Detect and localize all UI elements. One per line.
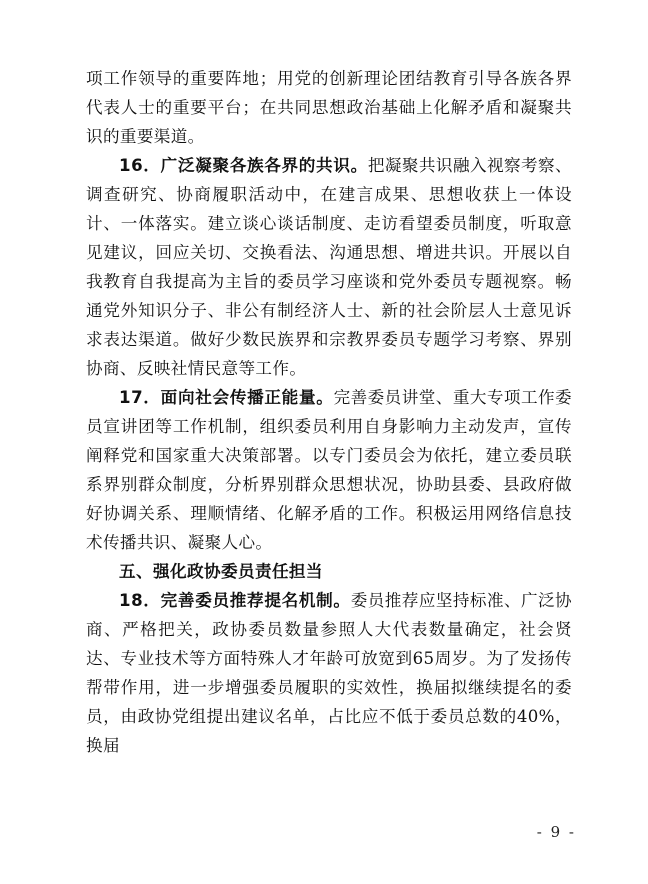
paragraph-17 [86, 383, 572, 557]
paragraph-18-body: 委员推荐应坚持标准、广泛协商、严格把关，政协委员数量参照人大代表数量确定，社会贤达、专业技术等方面特殊人才年龄可放宽到65周岁。为了发扬传帮带作用，进一步增强委员履职的实效性，换届拟继续提名的委员，由政协党组提出建议名单，占比应不低于委员总数的40%，换届 [86, 591, 572, 755]
paragraph-18 [86, 586, 572, 760]
paragraph-18-title: 18．完善委员推荐提名机制。 [119, 591, 351, 610]
document-body [86, 64, 572, 760]
paragraph-17-body: 完善委员讲堂、重大专项工作委员宣讲团等工作机制，组织委员利用自身影响力主动发声，宣传阐释党和国家重大决策部署。以专门委员会为依托，建立委员联系界别群众制度，分析界别群众思想状况，协助县委、县政府做好协调关系、理顺情绪、化解矛盾的工作。积极运用网络信息技术传播共识、凝聚人心。 [86, 388, 572, 552]
paragraph-17-title: 17．面向社会传播正能量。 [119, 388, 334, 407]
paragraph-16-title: 16．广泛凝聚各族各界的共识。 [119, 156, 368, 175]
paragraph-16 [86, 151, 572, 383]
paragraph-16-body: 把凝聚共识融入视察考察、调查研究、协商履职活动中，在建言成果、思想收获上一体设计、一体落实。建立谈心谈话制度、走访看望委员制度，听取意见建议，回应关切、交换看法、沟通思想、增进共识。开展以自我教育自我提高为主旨的委员学习座谈和党外委员专题视察。畅通党外知识分子、非公有制经济人士、新的社会阶层人士意见诉求表达渠道。做好少数民族界和宗教界委员专题学习考察、界别协商、反映社情民意等工作。 [86, 156, 573, 378]
section-heading: 五、强化政协委员责任担当 [119, 562, 323, 581]
paragraph-intro: 项工作领导的重要阵地；用党的创新理论团结教育引导各族各界代表人士的重要平台；在共同思想政治基础上化解矛盾和凝聚共识的重要渠道。 [86, 69, 572, 146]
page-number: - 9 - [536, 823, 576, 841]
